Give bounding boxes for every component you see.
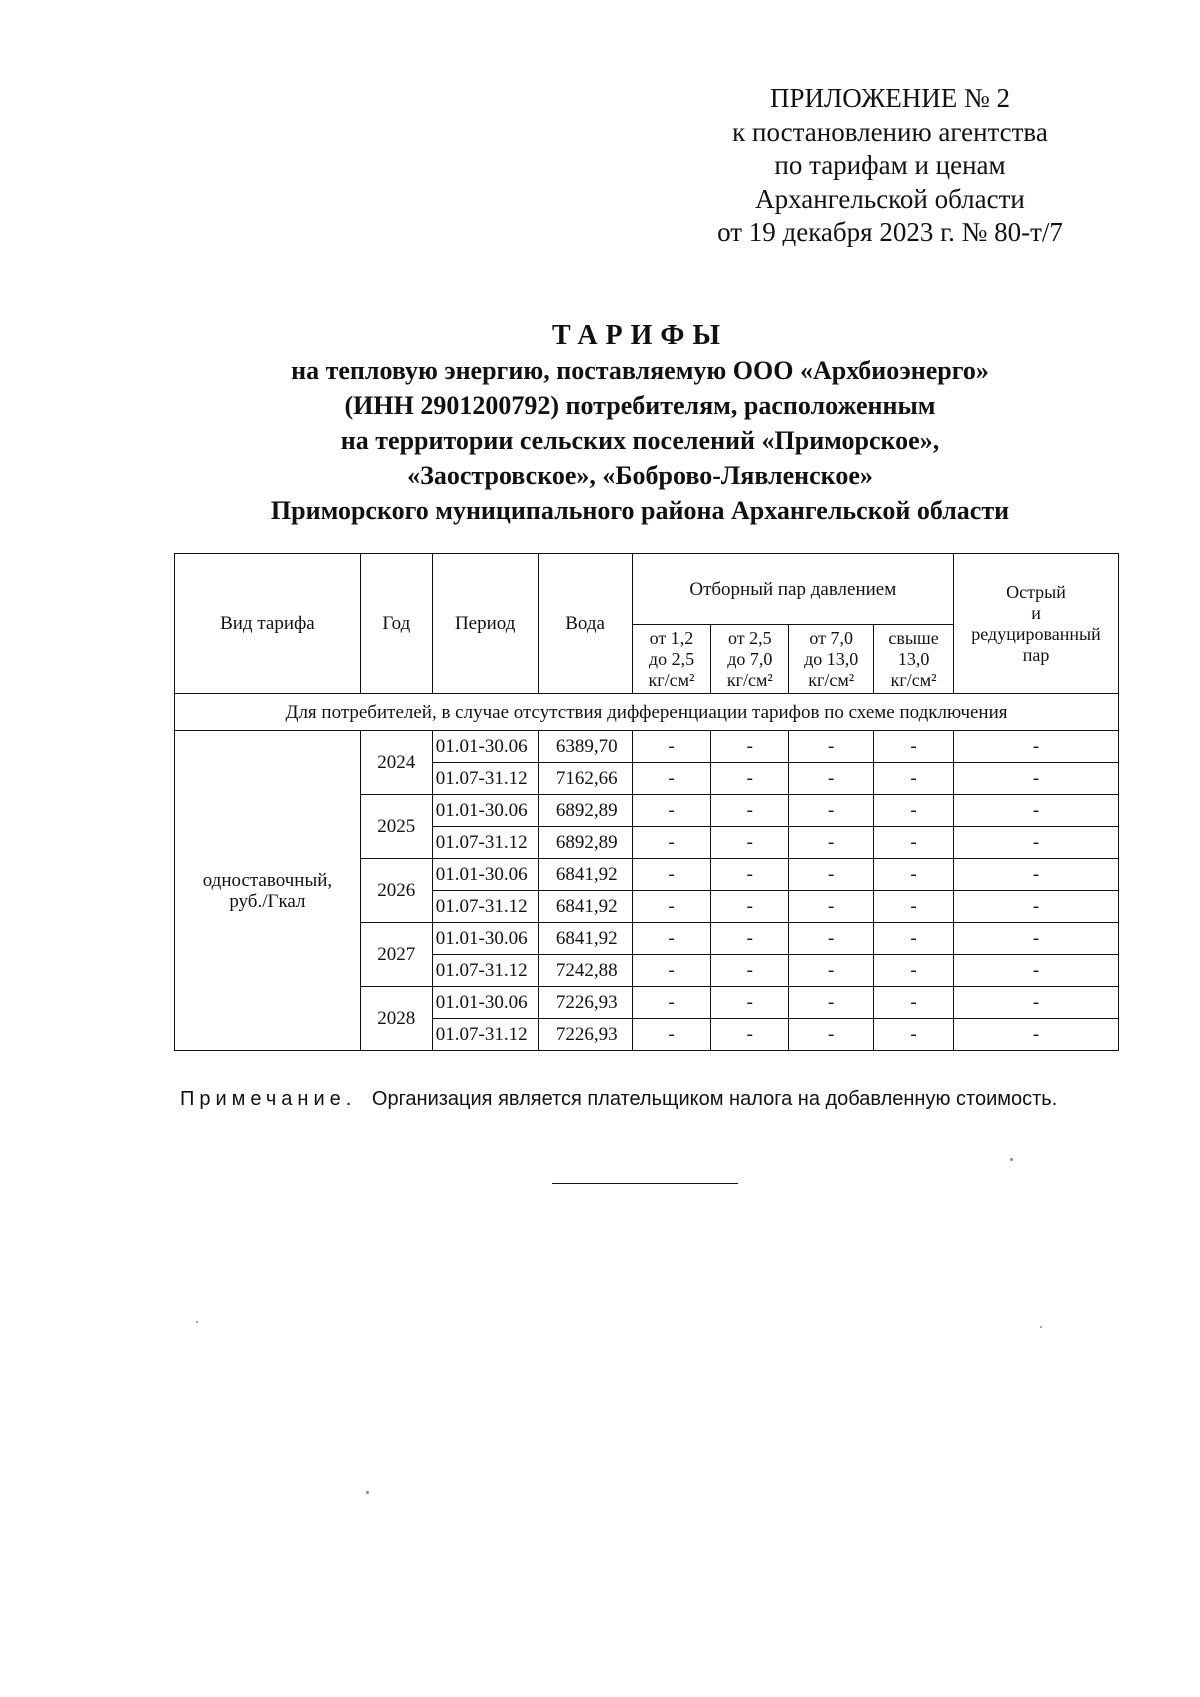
period-cell: 01.07-31.12 — [432, 763, 538, 795]
steam-cell: - — [789, 827, 874, 859]
steam-cell: - — [632, 859, 711, 891]
header-steam-3 — [789, 625, 874, 694]
sharp-steam-cell: - — [954, 923, 1119, 955]
steam-cell: - — [711, 731, 789, 763]
water-cell: 7162,66 — [538, 763, 632, 795]
steam-cell: - — [874, 891, 954, 923]
steam-cell: - — [632, 1019, 711, 1051]
header-period: Период — [432, 554, 538, 694]
header-steam-group: Отборный пар давлением — [632, 554, 953, 625]
steam-cell: - — [874, 923, 954, 955]
period-cell: 01.01-30.06 — [432, 987, 538, 1019]
header-sharp-line: Острый — [1006, 581, 1066, 602]
steam-cell: - — [789, 795, 874, 827]
appendix-line: по тарифам и ценам — [774, 150, 1006, 180]
title-main: ТАРИФЫ — [552, 320, 728, 351]
steam-cell: - — [711, 859, 789, 891]
water-cell: 6841,92 — [538, 891, 632, 923]
sharp-steam-cell: - — [954, 987, 1119, 1019]
steam-cell: - — [874, 827, 954, 859]
note — [180, 1088, 1057, 1111]
header-steam-unit: кг/см² — [726, 669, 773, 690]
steam-cell: - — [789, 763, 874, 795]
steam-cell: - — [874, 1019, 954, 1051]
period-cell: 01.01-30.06 — [432, 923, 538, 955]
title-line: «Заостровское», «Боброво-Лявленское» — [407, 461, 873, 490]
scan-speck — [196, 1321, 198, 1323]
steam-cell: - — [874, 731, 954, 763]
year-cell: 2028 — [360, 987, 432, 1051]
header-sharp-steam — [954, 554, 1119, 694]
sharp-steam-cell: - — [954, 763, 1119, 795]
steam-cell: - — [711, 1019, 789, 1051]
header-water: Вода — [538, 554, 632, 694]
steam-cell: - — [632, 955, 711, 987]
appendix-line: к постановлению агентства — [732, 116, 1048, 147]
year-cell: 2024 — [360, 731, 432, 795]
tariff-type-cell — [175, 731, 361, 1051]
section-label: Для потребителей, в случае отсутствия дифференциации тарифов по схеме подключения — [175, 694, 1119, 731]
steam-cell: - — [789, 1019, 874, 1051]
sharp-steam-cell: - — [954, 1019, 1119, 1051]
steam-cell: - — [632, 731, 711, 763]
steam-cell: - — [711, 891, 789, 923]
sharp-steam-cell: - — [954, 955, 1119, 987]
water-cell: 7226,93 — [538, 1019, 632, 1051]
document-title — [140, 318, 1140, 528]
tariff-type-line: одноставочный, — [202, 869, 333, 891]
steam-cell: - — [711, 923, 789, 955]
scan-speck — [1040, 1326, 1042, 1328]
scan-speck — [366, 1491, 369, 1494]
tariffs-table — [174, 553, 1119, 1051]
water-cell: 6892,89 — [538, 827, 632, 859]
section-row — [175, 694, 1119, 731]
period-cell: 01.01-30.06 — [432, 859, 538, 891]
steam-cell: - — [874, 763, 954, 795]
steam-cell: - — [711, 827, 789, 859]
title-line: на территории сельских поселений «Приморское», — [340, 426, 940, 455]
table-row — [175, 731, 1119, 763]
steam-cell: - — [632, 891, 711, 923]
steam-cell: - — [632, 923, 711, 955]
sharp-steam-cell: - — [954, 731, 1119, 763]
steam-cell: - — [789, 923, 874, 955]
header-steam-line: до 13,0 — [804, 648, 859, 669]
steam-cell: - — [632, 763, 711, 795]
header-steam-2 — [711, 625, 789, 694]
appendix-line: Архангельской области — [755, 183, 1025, 214]
steam-cell: - — [711, 987, 789, 1019]
header-steam-line: от 1,2 — [649, 627, 694, 648]
steam-cell: - — [711, 955, 789, 987]
steam-cell: - — [711, 795, 789, 827]
steam-cell: - — [789, 955, 874, 987]
steam-cell: - — [789, 731, 874, 763]
steam-cell: - — [874, 955, 954, 987]
period-cell: 01.07-31.12 — [432, 891, 538, 923]
header-steam-1 — [632, 625, 711, 694]
water-cell: 6892,89 — [538, 795, 632, 827]
water-cell: 6389,70 — [538, 731, 632, 763]
water-cell: 7242,88 — [538, 955, 632, 987]
note-text: Организация является плательщиком налога на добавленную стоимость. — [371, 1088, 1058, 1110]
steam-cell: - — [632, 827, 711, 859]
year-cell: 2025 — [360, 795, 432, 859]
title-line: на тепловую энергию, поставляемую ООО «Архбиоэнерго» — [291, 356, 989, 385]
sharp-steam-cell: - — [954, 891, 1119, 923]
header-tariff-type: Вид тарифа — [175, 554, 361, 694]
steam-cell: - — [874, 987, 954, 1019]
steam-cell: - — [874, 859, 954, 891]
steam-cell: - — [789, 891, 874, 923]
header-year: Год — [360, 554, 432, 694]
appendix-date: от 19 декабря 2023 г. № 80-т/7 — [717, 217, 1063, 247]
header-steam-unit: кг/см² — [808, 669, 855, 690]
year-cell: 2026 — [360, 859, 432, 923]
header-steam-unit: кг/см² — [648, 669, 695, 690]
period-cell: 01.07-31.12 — [432, 1019, 538, 1051]
period-cell: 01.07-31.12 — [432, 955, 538, 987]
period-cell: 01.01-30.06 — [432, 795, 538, 827]
header-steam-line: до 7,0 — [727, 648, 773, 669]
appendix-number: ПРИЛОЖЕНИЕ № 2 — [769, 83, 1011, 113]
period-cell: 01.07-31.12 — [432, 827, 538, 859]
water-cell: 7226,93 — [538, 987, 632, 1019]
header-steam-4 — [874, 625, 954, 694]
note-label: Примечание. — [180, 1088, 357, 1110]
scan-speck — [1010, 1158, 1013, 1161]
header-steam-line: от 2,5 — [728, 627, 772, 648]
header-steam-line: до 2,5 — [648, 648, 695, 669]
year-cell: 2027 — [360, 923, 432, 987]
tariff-type-line: руб./Гкал — [229, 890, 306, 912]
steam-cell: - — [789, 859, 874, 891]
water-cell: 6841,92 — [538, 859, 632, 891]
header-steam-unit: кг/см² — [890, 669, 937, 690]
steam-cell: - — [789, 987, 874, 1019]
steam-cell: - — [874, 795, 954, 827]
steam-cell: - — [711, 763, 789, 795]
table-header-row — [175, 554, 1119, 625]
header-steam-line: от 7,0 — [809, 627, 853, 648]
title-line: (ИНН 2901200792) потребителям, расположенным — [344, 391, 936, 420]
title-line: Приморского муниципального района Архангельской области — [270, 496, 1010, 525]
sharp-steam-cell: - — [954, 827, 1119, 859]
water-cell: 6841,92 — [538, 923, 632, 955]
sharp-steam-cell: - — [954, 859, 1119, 891]
header-steam-line: 13,0 — [897, 648, 930, 669]
appendix-header — [690, 82, 1090, 250]
header-sharp-line: и — [1031, 602, 1041, 623]
steam-cell: - — [632, 795, 711, 827]
end-divider — [552, 1183, 738, 1184]
header-sharp-line: редуцированный — [971, 623, 1101, 644]
sharp-steam-cell: - — [954, 795, 1119, 827]
period-cell: 01.01-30.06 — [432, 731, 538, 763]
header-sharp-line: пар — [1022, 644, 1050, 665]
steam-cell: - — [632, 987, 711, 1019]
header-steam-line: свыше — [888, 627, 939, 648]
